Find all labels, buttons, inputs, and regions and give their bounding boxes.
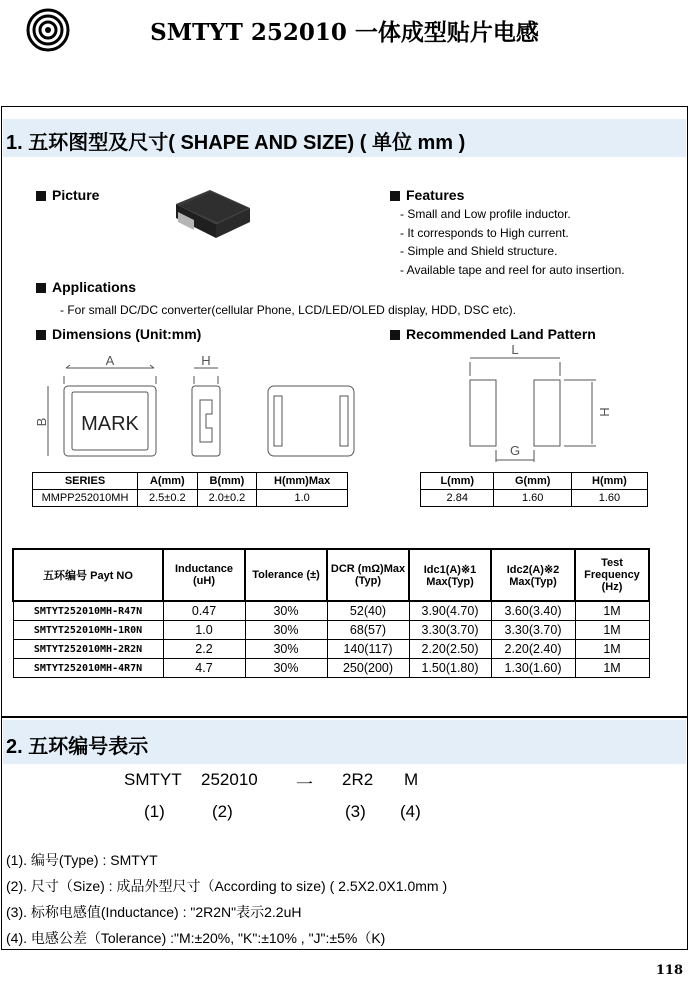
code-index: (1) xyxy=(144,802,165,821)
table-row xyxy=(13,640,649,659)
bullet-icon xyxy=(36,330,46,340)
spec-header: Tolerance (±) xyxy=(245,549,327,601)
cell: 30% xyxy=(245,640,327,659)
legend-item: (2). 尺寸（Size) : 成品外型尺寸（According to size) ( 2.5X2.0X1.0mm ) xyxy=(6,878,448,894)
cell: 1M xyxy=(575,659,649,678)
feature-item: - It corresponds to High current. xyxy=(400,225,569,240)
page-title: SMTYT 252010 一体成型贴片电感 xyxy=(150,19,539,46)
land-label-h: H xyxy=(597,407,612,417)
cell: 0.47 xyxy=(163,601,245,621)
cell: 3.30(3.70) xyxy=(491,621,575,640)
feature-item: - Small and Low profile inductor. xyxy=(400,207,571,221)
cell: 250(200) xyxy=(327,659,409,678)
land-pattern-drawing xyxy=(440,342,620,462)
spec-header: Idc2(A)※2 Max(Typ) xyxy=(491,549,575,601)
feature-item: - Available tape and reel for auto insertion. xyxy=(400,262,625,277)
land-pattern-table xyxy=(420,472,648,507)
code-index: (3) xyxy=(345,802,366,821)
section-divider xyxy=(1,716,688,718)
table-row xyxy=(13,621,649,640)
cell: 3.90(4.70) xyxy=(409,601,491,621)
code-index: (4) xyxy=(400,802,421,821)
dim-cell: 1.0 xyxy=(257,490,348,507)
cell: 140(117) xyxy=(327,640,409,659)
dimension-drawing xyxy=(28,350,358,460)
legend-item: (3). 标称电感值(Inductance) : "2R2N"表示2.2uH xyxy=(6,904,302,920)
section-2-title: 2. 五环编号表示 xyxy=(6,736,149,758)
dim-header: B(mm) xyxy=(197,473,257,490)
page-number: 118 xyxy=(655,963,683,978)
part-number: SMTYT252010MH-4R7N xyxy=(13,659,163,678)
land-label-l: L xyxy=(511,342,519,357)
cell: 68(57) xyxy=(327,621,409,640)
land-cell: 1.60 xyxy=(571,490,647,507)
mark-label: MARK xyxy=(81,413,139,435)
spec-header: DCR (mΩ)Max (Typ) xyxy=(327,549,409,601)
table-row xyxy=(13,601,649,621)
land-header: L(mm) xyxy=(421,473,494,490)
code-part: 2R2 xyxy=(342,770,374,789)
spec-header: Idc1(A)※1 Max(Typ) xyxy=(409,549,491,601)
section-1-title: 1. 五环图型及尺寸( SHAPE AND SIZE) ( 单位 mm ) xyxy=(6,132,466,154)
cell: 1M xyxy=(575,621,649,640)
code-part: SMTYT xyxy=(124,770,182,789)
code-part: M xyxy=(404,770,419,789)
dim-cell: 2.5±0.2 xyxy=(138,490,198,507)
cell: 52(40) xyxy=(327,601,409,621)
dim-label-a: A xyxy=(105,353,115,368)
cell: 30% xyxy=(245,659,327,678)
land-cell: 2.84 xyxy=(421,490,494,507)
dimensions-heading: Dimensions (Unit:mm) xyxy=(36,326,201,342)
cell: 3.30(3.70) xyxy=(409,621,491,640)
dim-label-h: H xyxy=(201,353,211,368)
land-header: G(mm) xyxy=(494,473,571,490)
dim-cell: 2.0±0.2 xyxy=(197,490,257,507)
part-number: SMTYT252010MH-R47N xyxy=(13,601,163,621)
bullet-icon xyxy=(390,330,400,340)
legend-item: (1). 编号(Type) : SMTYT xyxy=(6,852,158,868)
features-heading: Features xyxy=(390,187,464,203)
spec-header: Test Frequency (Hz) xyxy=(575,549,649,601)
dimension-table xyxy=(32,472,348,507)
applications-heading: Applications xyxy=(36,279,136,295)
cell: 4.7 xyxy=(163,659,245,678)
cell: 1.0 xyxy=(163,621,245,640)
cell: 2.20(2.50) xyxy=(409,640,491,659)
land-label-g: G xyxy=(509,443,521,458)
dim-label-b: B xyxy=(34,417,49,427)
picture-heading: Picture xyxy=(36,187,99,203)
feature-item: - Simple and Shield structure. xyxy=(400,244,558,258)
land-pattern-heading: Recommended Land Pattern xyxy=(390,326,596,342)
dim-header: SERIES xyxy=(33,473,138,490)
dim-cell: MMPP252010MH xyxy=(33,490,138,507)
cell: 3.60(3.40) xyxy=(491,601,575,621)
dim-header: H(mm)Max xyxy=(257,473,348,490)
cell: 30% xyxy=(245,601,327,621)
cell: 30% xyxy=(245,621,327,640)
legend-item: (4). 电感公差（Tolerance) :"M:±20%, "K":±10% , "J":±5%（K) xyxy=(6,930,386,946)
code-part: 一 xyxy=(296,775,313,794)
cell: 1.50(1.80) xyxy=(409,659,491,678)
code-index: (2) xyxy=(212,802,233,821)
cell: 2.2 xyxy=(163,640,245,659)
bullet-icon xyxy=(36,191,46,201)
table-row xyxy=(13,659,649,678)
spec-header: Inductance (uH) xyxy=(163,549,245,601)
cell: 1.30(1.60) xyxy=(491,659,575,678)
part-number: SMTYT252010MH-1R0N xyxy=(13,621,163,640)
cell: 2.20(2.40) xyxy=(491,640,575,659)
inductor-photo xyxy=(170,172,256,246)
features-list xyxy=(400,205,625,279)
land-header: H(mm) xyxy=(571,473,647,490)
land-cell: 1.60 xyxy=(494,490,571,507)
cell: 1M xyxy=(575,640,649,659)
bullet-icon xyxy=(390,191,400,201)
spec-table xyxy=(12,548,650,678)
dim-header: A(mm) xyxy=(138,473,198,490)
spec-header-part: 五环编号 Payt NO xyxy=(13,549,163,601)
cell: 1M xyxy=(575,601,649,621)
bullet-icon xyxy=(36,283,46,293)
code-part: 252010 xyxy=(201,770,258,789)
applications-text: - For small DC/DC converter(cellular Phone, LCD/LED/OLED display, HDD, DSC etc). xyxy=(60,303,516,317)
part-number: SMTYT252010MH-2R2N xyxy=(13,640,163,659)
